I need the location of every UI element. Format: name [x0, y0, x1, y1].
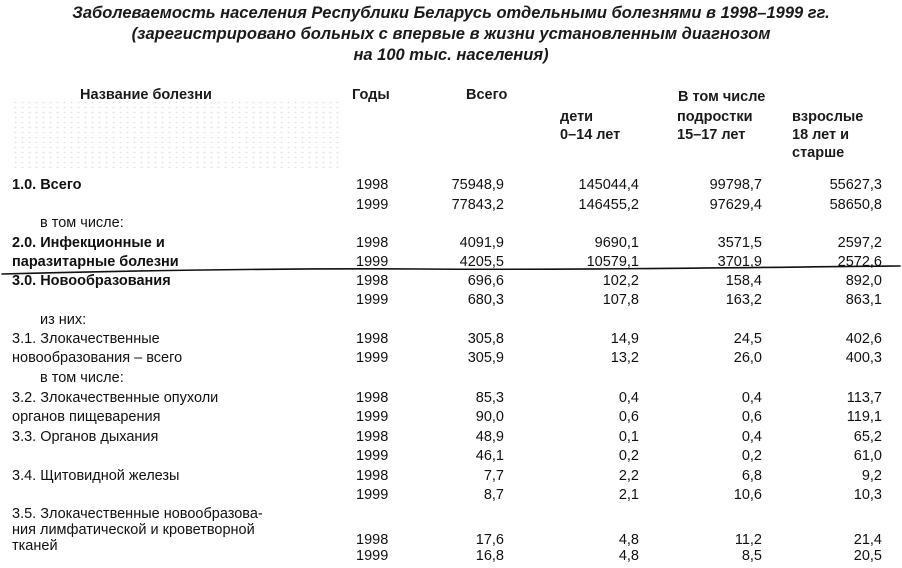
header-disease: Название болезни: [80, 87, 212, 103]
header-children-line-1: дети: [560, 109, 594, 125]
row-children: 10579,1: [586, 254, 639, 270]
table-row: [0, 331, 902, 350]
row-label: новообразования – всего: [12, 350, 183, 366]
table-row: [0, 448, 902, 467]
row-adults: 65,2: [853, 429, 882, 445]
header-teens: [677, 108, 753, 144]
row-label: 3.0. Новообразования: [12, 273, 171, 289]
row-teens: 0,6: [741, 409, 762, 425]
table-row: [0, 370, 902, 389]
row-year: 1999: [356, 350, 389, 366]
row-children: 0,6: [618, 409, 639, 425]
title-line-2: (зарегистрировано больных с впервые в жизни установленным диагнозом: [131, 25, 771, 43]
row-label: 1.0. Всего: [12, 177, 82, 193]
row-teens: 0,4: [741, 429, 762, 445]
header-total: Всего: [466, 87, 508, 103]
row-year: 1999: [356, 197, 389, 213]
table-row: [0, 197, 902, 216]
row-teens: 10,6: [733, 487, 762, 503]
row-adults: 10,3: [853, 487, 882, 503]
row-year: 1998: [356, 429, 389, 445]
table-title: [0, 3, 902, 66]
row-adults: 113,7: [846, 390, 882, 406]
table-row: [0, 390, 902, 409]
table-row: [0, 487, 902, 506]
row-total: 75948,9: [451, 177, 504, 193]
table-row: [0, 548, 902, 567]
table-row: [0, 350, 902, 369]
row-total: 17,6: [475, 532, 504, 548]
row-teens: 3571,5: [717, 235, 762, 251]
row-label: в том числе:: [40, 215, 124, 231]
row-total: 4091,9: [459, 235, 504, 251]
row-year: 1998: [356, 532, 389, 548]
table-row: [0, 215, 902, 234]
row-children: 146455,2: [578, 197, 639, 213]
row-children: 102,2: [602, 273, 639, 289]
handwritten-underline: [0, 262, 902, 284]
row-label: 3.1. Злокачественные: [12, 331, 160, 347]
row-children: 2,1: [618, 487, 639, 503]
header-teens-line-2: 15–17 лет: [677, 127, 746, 143]
row-year: 1998: [356, 468, 389, 484]
row-children: 13,2: [610, 350, 639, 366]
table-row: [0, 312, 902, 331]
row-adults: 20,5: [853, 548, 882, 564]
row-label: 3.2. Злокачественные опухоли: [12, 390, 219, 406]
title-line-3: на 100 тыс. населения): [353, 46, 549, 64]
row-year: 1998: [356, 177, 389, 193]
row-teens: 158,4: [725, 273, 762, 289]
row-children: 0,4: [618, 390, 639, 406]
row-children: 2,2: [618, 468, 639, 484]
row-teens: 24,5: [733, 331, 762, 347]
row-teens: 99798,7: [709, 177, 762, 193]
row-year: 1999: [356, 254, 389, 270]
row-total: 305,8: [467, 331, 504, 347]
row-total: 48,9: [475, 429, 504, 445]
table-row: [0, 468, 902, 487]
table-row: [0, 235, 902, 254]
row-children: 145044,4: [578, 177, 639, 193]
table-row: [0, 409, 902, 428]
title-line-1: Заболеваемость населения Республики Беларусь отдельными болезнями в 1998–1999 гг.: [72, 4, 830, 22]
header-adults-line-3: старше: [792, 145, 845, 161]
header-teens-line-1: подростки: [677, 109, 753, 125]
row-children: 4,8: [618, 548, 639, 564]
header-including: В том числе: [678, 89, 766, 105]
row-teens: 8,5: [741, 548, 762, 564]
row-adults: 892,0: [845, 273, 882, 289]
row-label: паразитарные болезни: [12, 254, 179, 270]
row-label: из них:: [40, 312, 87, 328]
row-year: 1999: [356, 448, 389, 464]
header-adults-line-1: взрослые: [792, 109, 864, 125]
row-adults: 58650,8: [829, 197, 882, 213]
row-children: 0,1: [618, 429, 639, 445]
row-total: 305,9: [467, 350, 504, 366]
row-children: 9690,1: [594, 235, 639, 251]
row-adults: 863,1: [845, 292, 882, 308]
row-year: 1998: [356, 235, 389, 251]
row-children: 107,8: [602, 292, 639, 308]
row-adults: 119,1: [846, 409, 882, 425]
row-year: 1999: [356, 548, 389, 564]
row-teens: 6,8: [741, 468, 762, 484]
scan-noise: [12, 100, 342, 168]
row-teens: 0,4: [741, 390, 762, 406]
row-teens: 0,2: [741, 448, 762, 464]
header-adults-line-2: 18 лет и: [792, 127, 850, 143]
row-year: 1998: [356, 331, 389, 347]
row-label: тканей: [12, 538, 58, 554]
header-years: Годы: [352, 87, 390, 103]
row-year: 1999: [356, 292, 389, 308]
row-teens: 97629,4: [709, 197, 762, 213]
row-year: 1998: [356, 390, 389, 406]
row-teens: 3701,9: [717, 254, 762, 270]
row-adults: 21,4: [853, 532, 882, 548]
row-total: 680,3: [467, 292, 504, 308]
row-total: 7,7: [483, 468, 504, 484]
row-teens: 163,2: [725, 292, 762, 308]
header-children: [560, 108, 620, 144]
row-label: ния лимфатической и кроветворной: [12, 522, 255, 538]
row-total: 4205,5: [459, 254, 504, 270]
row-adults: 400,3: [845, 350, 882, 366]
row-total: 8,7: [483, 487, 504, 503]
row-label: 3.5. Злокачественные новообразова-: [12, 506, 263, 522]
table-row: [0, 429, 902, 448]
table-row: [0, 292, 902, 311]
row-total: 16,8: [475, 548, 504, 564]
row-label: 2.0. Инфекционные и: [12, 235, 165, 251]
row-label: 3.4. Щитовидной железы: [12, 468, 180, 484]
row-total: 77843,2: [451, 197, 504, 213]
row-label: в том числе:: [40, 370, 124, 386]
row-total: 696,6: [467, 273, 504, 289]
row-total: 85,3: [475, 390, 504, 406]
row-children: 4,8: [618, 532, 639, 548]
row-adults: 61,0: [853, 448, 882, 464]
row-children: 0,2: [618, 448, 639, 464]
row-teens: 26,0: [733, 350, 762, 366]
row-total: 90,0: [475, 409, 504, 425]
row-adults: 402,6: [845, 331, 882, 347]
row-label: 3.3. Органов дыхания: [12, 429, 159, 445]
table-row: [0, 177, 902, 196]
row-adults: 9,2: [861, 468, 882, 484]
row-year: 1999: [356, 487, 389, 503]
row-year: 1998: [356, 273, 389, 289]
header-children-line-2: 0–14 лет: [560, 127, 621, 143]
row-adults: 2572,6: [837, 254, 882, 270]
row-total: 46,1: [475, 448, 504, 464]
row-teens: 11,2: [734, 532, 762, 548]
row-adults: 55627,3: [829, 177, 882, 193]
header-adults: [792, 108, 863, 162]
row-year: 1999: [356, 409, 389, 425]
row-label: органов пищеварения: [12, 409, 161, 425]
row-adults: 2597,2: [837, 235, 882, 251]
row-children: 14,9: [610, 331, 639, 347]
